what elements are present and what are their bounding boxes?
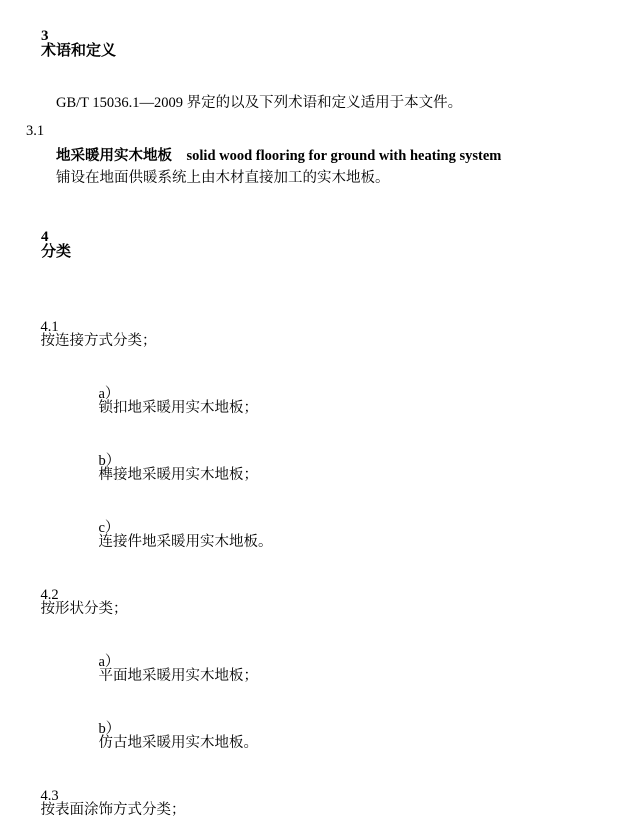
list-item-label: a）	[98, 653, 120, 670]
list-item-text: 锁扣地采暖用实木地板；	[98, 400, 258, 416]
section-title-3: 术语和定义	[41, 43, 117, 59]
list-item-label: c）	[98, 519, 120, 536]
term-spacer	[172, 148, 187, 164]
list-item-label: a）	[98, 385, 120, 402]
clause-number-4-3: 4.3	[40, 787, 59, 804]
clause-4-2	[26, 573, 602, 631]
clause-title-4-1: 按连接方式分类；	[40, 333, 157, 349]
list-item-text: 榫接地采暖用实木地板；	[98, 467, 258, 483]
list-item-text: 连接件地采暖用实木地板。	[98, 534, 273, 550]
clause-4-1	[26, 305, 602, 363]
subclause-number-3-1: 3.1	[26, 122, 45, 139]
section-3-paragraph: GB/T 15036.1—2009 界定的以及下列术语和定义适用于本文件。	[56, 95, 463, 111]
list-item-text: 平面地采暖用实木地板；	[98, 668, 258, 684]
list-item-text: 仿古地采暖用实木地板。	[98, 735, 258, 751]
section-title-4: 分类	[41, 244, 72, 260]
section-heading-4	[26, 215, 602, 275]
term-cn: 地采暖用实木地板	[56, 148, 172, 164]
clause-number-4-2: 4.2	[40, 586, 59, 603]
clause-title-4-3: 按表面涂饰方式分类；	[40, 802, 186, 818]
list-item-label: b）	[98, 452, 121, 469]
section-number-3: 3	[41, 28, 49, 44]
list-item	[26, 506, 602, 564]
term-line	[26, 149, 602, 164]
list-item-label: b）	[98, 720, 121, 737]
list-item	[26, 640, 602, 698]
list-item	[26, 707, 602, 765]
clause-number-4-1: 4.1	[40, 318, 59, 335]
clause-4-3	[26, 774, 602, 832]
term-definition: 铺设在地面供暖系统上由木材直接加工的实木地板。	[56, 169, 390, 186]
term-en: solid wood flooring for ground with heating system	[186, 148, 502, 164]
list-item	[26, 439, 602, 497]
section-number-4: 4	[41, 229, 49, 245]
list-item	[26, 372, 602, 430]
section-heading-3	[26, 14, 602, 74]
clause-title-4-2: 按形状分类；	[40, 601, 128, 617]
